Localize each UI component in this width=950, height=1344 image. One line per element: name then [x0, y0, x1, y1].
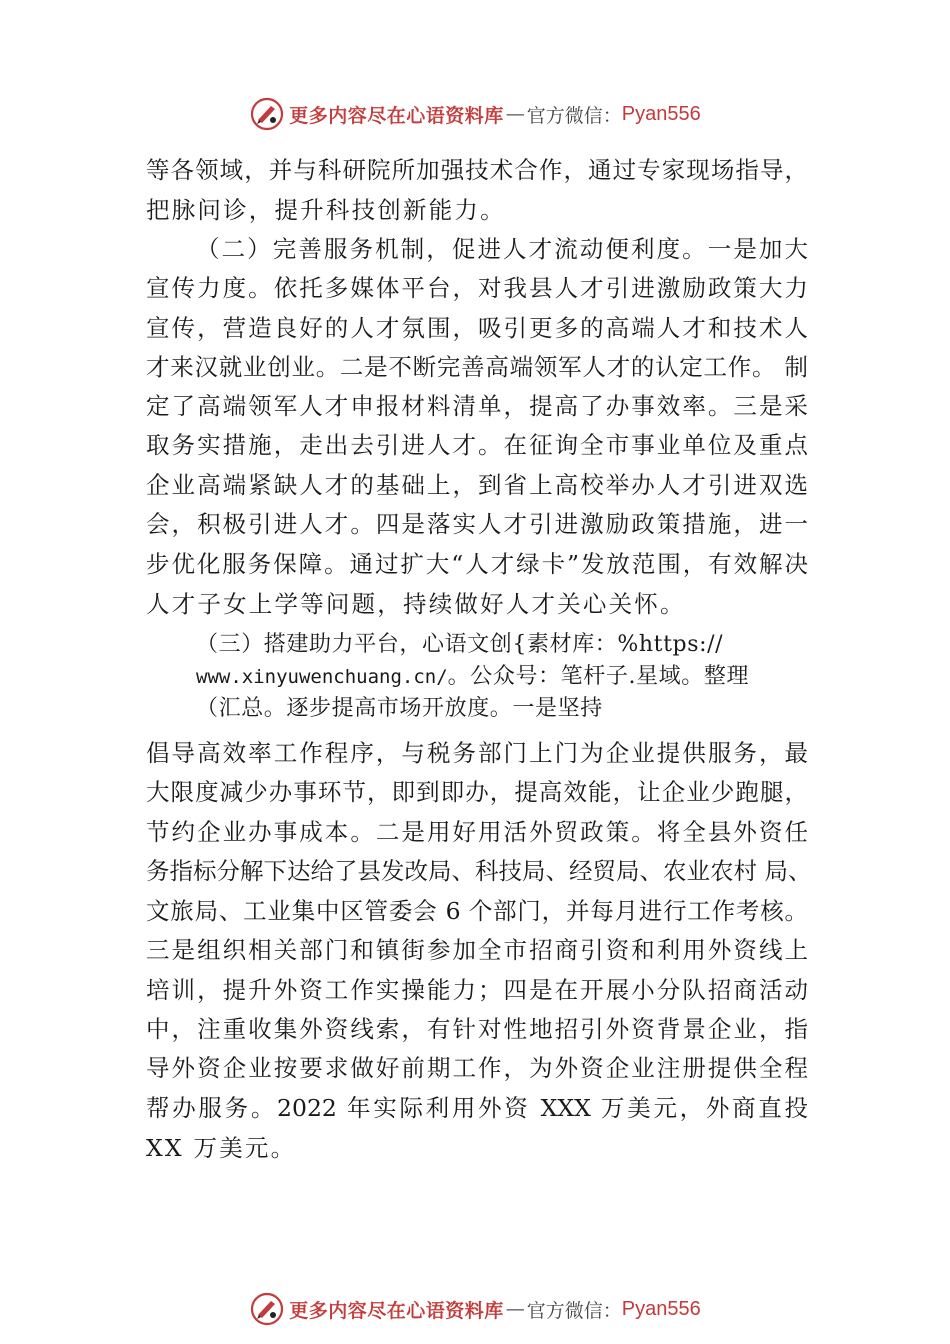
header-wechat-label: 官方微信：: [526, 104, 622, 127]
body-line: 大限度减少办事环节，即到即办，提高效能，让企业少跑腿，: [146, 778, 808, 806]
body-line: 才来汉就业创业。二是不断完善高端领军人才的认定工作。 制: [146, 353, 808, 381]
footer-dash: —: [505, 1298, 525, 1320]
watermark-line-2: [196, 660, 749, 694]
body-line: 步优化服务保障。通过扩大“人才绿卡”发放范围，有效解决: [146, 550, 808, 578]
body-line: 中，注重收集外资线索，有针对性地招引外资背景企业，指: [146, 1015, 808, 1043]
body-line: 培训，提升外资工作实操能力；四是在开展小分队招商活动: [146, 976, 808, 1004]
body-line: 宣传力度。依托多媒体平台，对我县人才引进激励政策大力: [146, 274, 808, 302]
body-line: 取务实措施，走出去引进人才。在征询全市事业单位及重点: [146, 431, 808, 459]
watermark-url: www.xinyuwenchuang.cn/: [196, 666, 448, 688]
body-line: 等各领域，并与科研院所加强技术合作，通过专家现场指导，: [146, 156, 808, 184]
watermark-rest: 。公众号：笔杆子.星域。整理: [447, 664, 750, 689]
brand-logo-icon: [249, 96, 285, 132]
body-line: 会，积极引进人才。四是落实人才引进激励政策措施，进一: [146, 510, 808, 538]
body-line: 三是组织相关部门和镇街参加全市招商引资和利用外资线上: [146, 936, 808, 964]
brand-logo-icon: [249, 1291, 285, 1327]
body-line: 务指标分解下达给了县发改局、科技局、经贸局、农业农村 局、: [146, 857, 812, 885]
watermark-line-3: （汇总。逐步提高市场开放度。一是坚持: [196, 696, 603, 721]
footer-wechat-id: Pyan556: [621, 1297, 701, 1320]
header-wechat-id: Pyan556: [621, 102, 701, 125]
body-line: 节约企业办事成本。二是用好用活外贸政策。将全县外资任: [146, 818, 808, 846]
body-line: 宣传，营造良好的人才氛围，吸引更多的高端人才和技术人: [146, 314, 808, 342]
header-banner: [0, 94, 950, 134]
watermark-line-1: （三）搭建助力平台，心语文创{素材库：%https://: [196, 632, 724, 657]
body-line: XX 万美元。: [146, 1134, 297, 1162]
body-line: 倡导高效率工作程序，与税务部门上门为企业提供服务，最: [146, 739, 808, 767]
body-line: 帮办服务。2022 年实际利用外资 XXX 万美元，外商直投: [146, 1094, 808, 1122]
body-line: （二）完善服务机制，促进人才流动便利度。一是加大: [196, 235, 808, 263]
footer-banner: [0, 1289, 950, 1329]
footer-brand-text: 更多内容尽在心语资料库: [289, 1299, 504, 1322]
body-line: 文旅局、工业集中区管委会 6 个部门，并每月进行工作考核。: [146, 897, 808, 925]
body-line: 导外资企业按要求做好前期工作，为外资企业注册提供全程: [146, 1054, 808, 1082]
footer-wechat-label: 官方微信：: [526, 1299, 622, 1322]
body-line: 人才子女上学等问题，持续做好人才关心关怀。: [146, 590, 686, 618]
body-line: 定了高端领军人才申报材料清单，提高了办事效率。三是采: [146, 392, 808, 420]
body-line: 企业高端紧缺人才的基础上，到省上高校举办人才引进双选: [146, 471, 808, 499]
body-line: 把脉问诊，提升科技创新能力。: [146, 196, 506, 224]
header-brand-text: 更多内容尽在心语资料库: [289, 104, 504, 127]
header-dash: —: [505, 103, 525, 125]
